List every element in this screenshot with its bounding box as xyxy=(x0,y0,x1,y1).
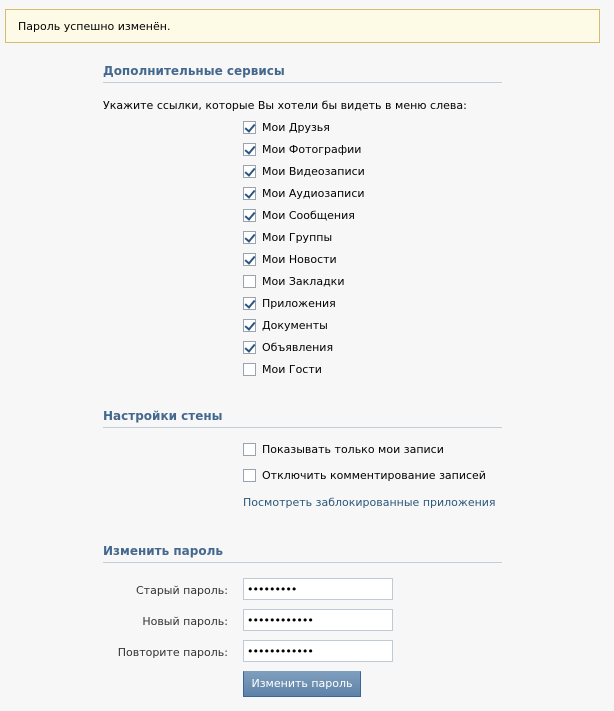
checkbox-own-posts-only[interactable] xyxy=(243,443,256,456)
menu-option-messages[interactable] xyxy=(243,208,355,223)
menu-option-audio[interactable] xyxy=(243,186,365,201)
wall-option-label: Отключить комментирование записей xyxy=(262,469,486,482)
menu-option-apps[interactable] xyxy=(243,296,336,311)
menu-option-videos[interactable] xyxy=(243,164,365,179)
menu-option-label: Мои Группы xyxy=(262,231,333,244)
password-section-title: Изменить пароль xyxy=(103,544,502,563)
menu-option-bookmarks[interactable] xyxy=(243,274,344,289)
repeat-password-label: Повторите пароль: xyxy=(117,646,228,659)
menu-option-label: Мои Новости xyxy=(262,253,337,266)
success-notice xyxy=(5,9,600,43)
menu-option-friends[interactable] xyxy=(243,120,330,135)
checkbox-videos[interactable] xyxy=(243,165,256,178)
checkbox-photos[interactable] xyxy=(243,143,256,156)
menu-option-label: Мои Закладки xyxy=(262,275,345,288)
menu-option-label: Мои Аудиозаписи xyxy=(262,187,365,200)
wall-option-disable-comments[interactable] xyxy=(243,468,486,483)
old-password-input[interactable] xyxy=(243,578,393,600)
menu-option-label: Объявления xyxy=(262,341,334,354)
wall-section-title: Настройки стены xyxy=(103,409,502,428)
checkbox-documents[interactable] xyxy=(243,319,256,332)
blocked-apps-link[interactable]: Посмотреть заблокированные приложения xyxy=(243,496,496,509)
new-password-label: Новый пароль: xyxy=(142,615,228,628)
old-password-label: Старый пароль: xyxy=(135,584,228,597)
services-intro-text: Укажите ссылки, которые Вы хотели бы видеть в меню слева: xyxy=(103,99,467,112)
new-password-input[interactable] xyxy=(243,609,393,631)
checkbox-disable-comments[interactable] xyxy=(243,469,256,482)
checkbox-groups[interactable] xyxy=(243,231,256,244)
menu-option-label: Мои Фотографии xyxy=(262,143,362,156)
checkbox-apps[interactable] xyxy=(243,297,256,310)
services-section-title: Дополнительные сервисы xyxy=(103,64,502,83)
menu-option-label: Мои Видеозаписи xyxy=(262,165,365,178)
menu-option-label: Мои Гости xyxy=(262,363,322,376)
wall-option-label: Показывать только мои записи xyxy=(262,443,444,456)
menu-option-ads[interactable] xyxy=(243,340,333,355)
notice-text: Пароль успешно изменён. xyxy=(18,20,171,33)
menu-option-label: Приложения xyxy=(262,297,336,310)
checkbox-news[interactable] xyxy=(243,253,256,266)
menu-option-label: Документы xyxy=(262,319,328,332)
checkbox-guests[interactable] xyxy=(243,363,256,376)
menu-option-label: Мои Сообщения xyxy=(262,209,355,222)
checkbox-bookmarks[interactable] xyxy=(243,275,256,288)
menu-option-groups[interactable] xyxy=(243,230,332,245)
wall-option-own-posts[interactable] xyxy=(243,442,444,457)
repeat-password-input[interactable] xyxy=(243,640,393,662)
menu-option-news[interactable] xyxy=(243,252,337,267)
menu-option-photos[interactable] xyxy=(243,142,361,157)
menu-option-guests[interactable] xyxy=(243,362,322,377)
menu-option-label: Мои Друзья xyxy=(262,121,330,134)
checkbox-messages[interactable] xyxy=(243,209,256,222)
checkbox-audio[interactable] xyxy=(243,187,256,200)
change-password-button[interactable]: Изменить пароль xyxy=(243,671,361,697)
menu-option-documents[interactable] xyxy=(243,318,328,333)
checkbox-ads[interactable] xyxy=(243,341,256,354)
checkbox-friends[interactable] xyxy=(243,121,256,134)
